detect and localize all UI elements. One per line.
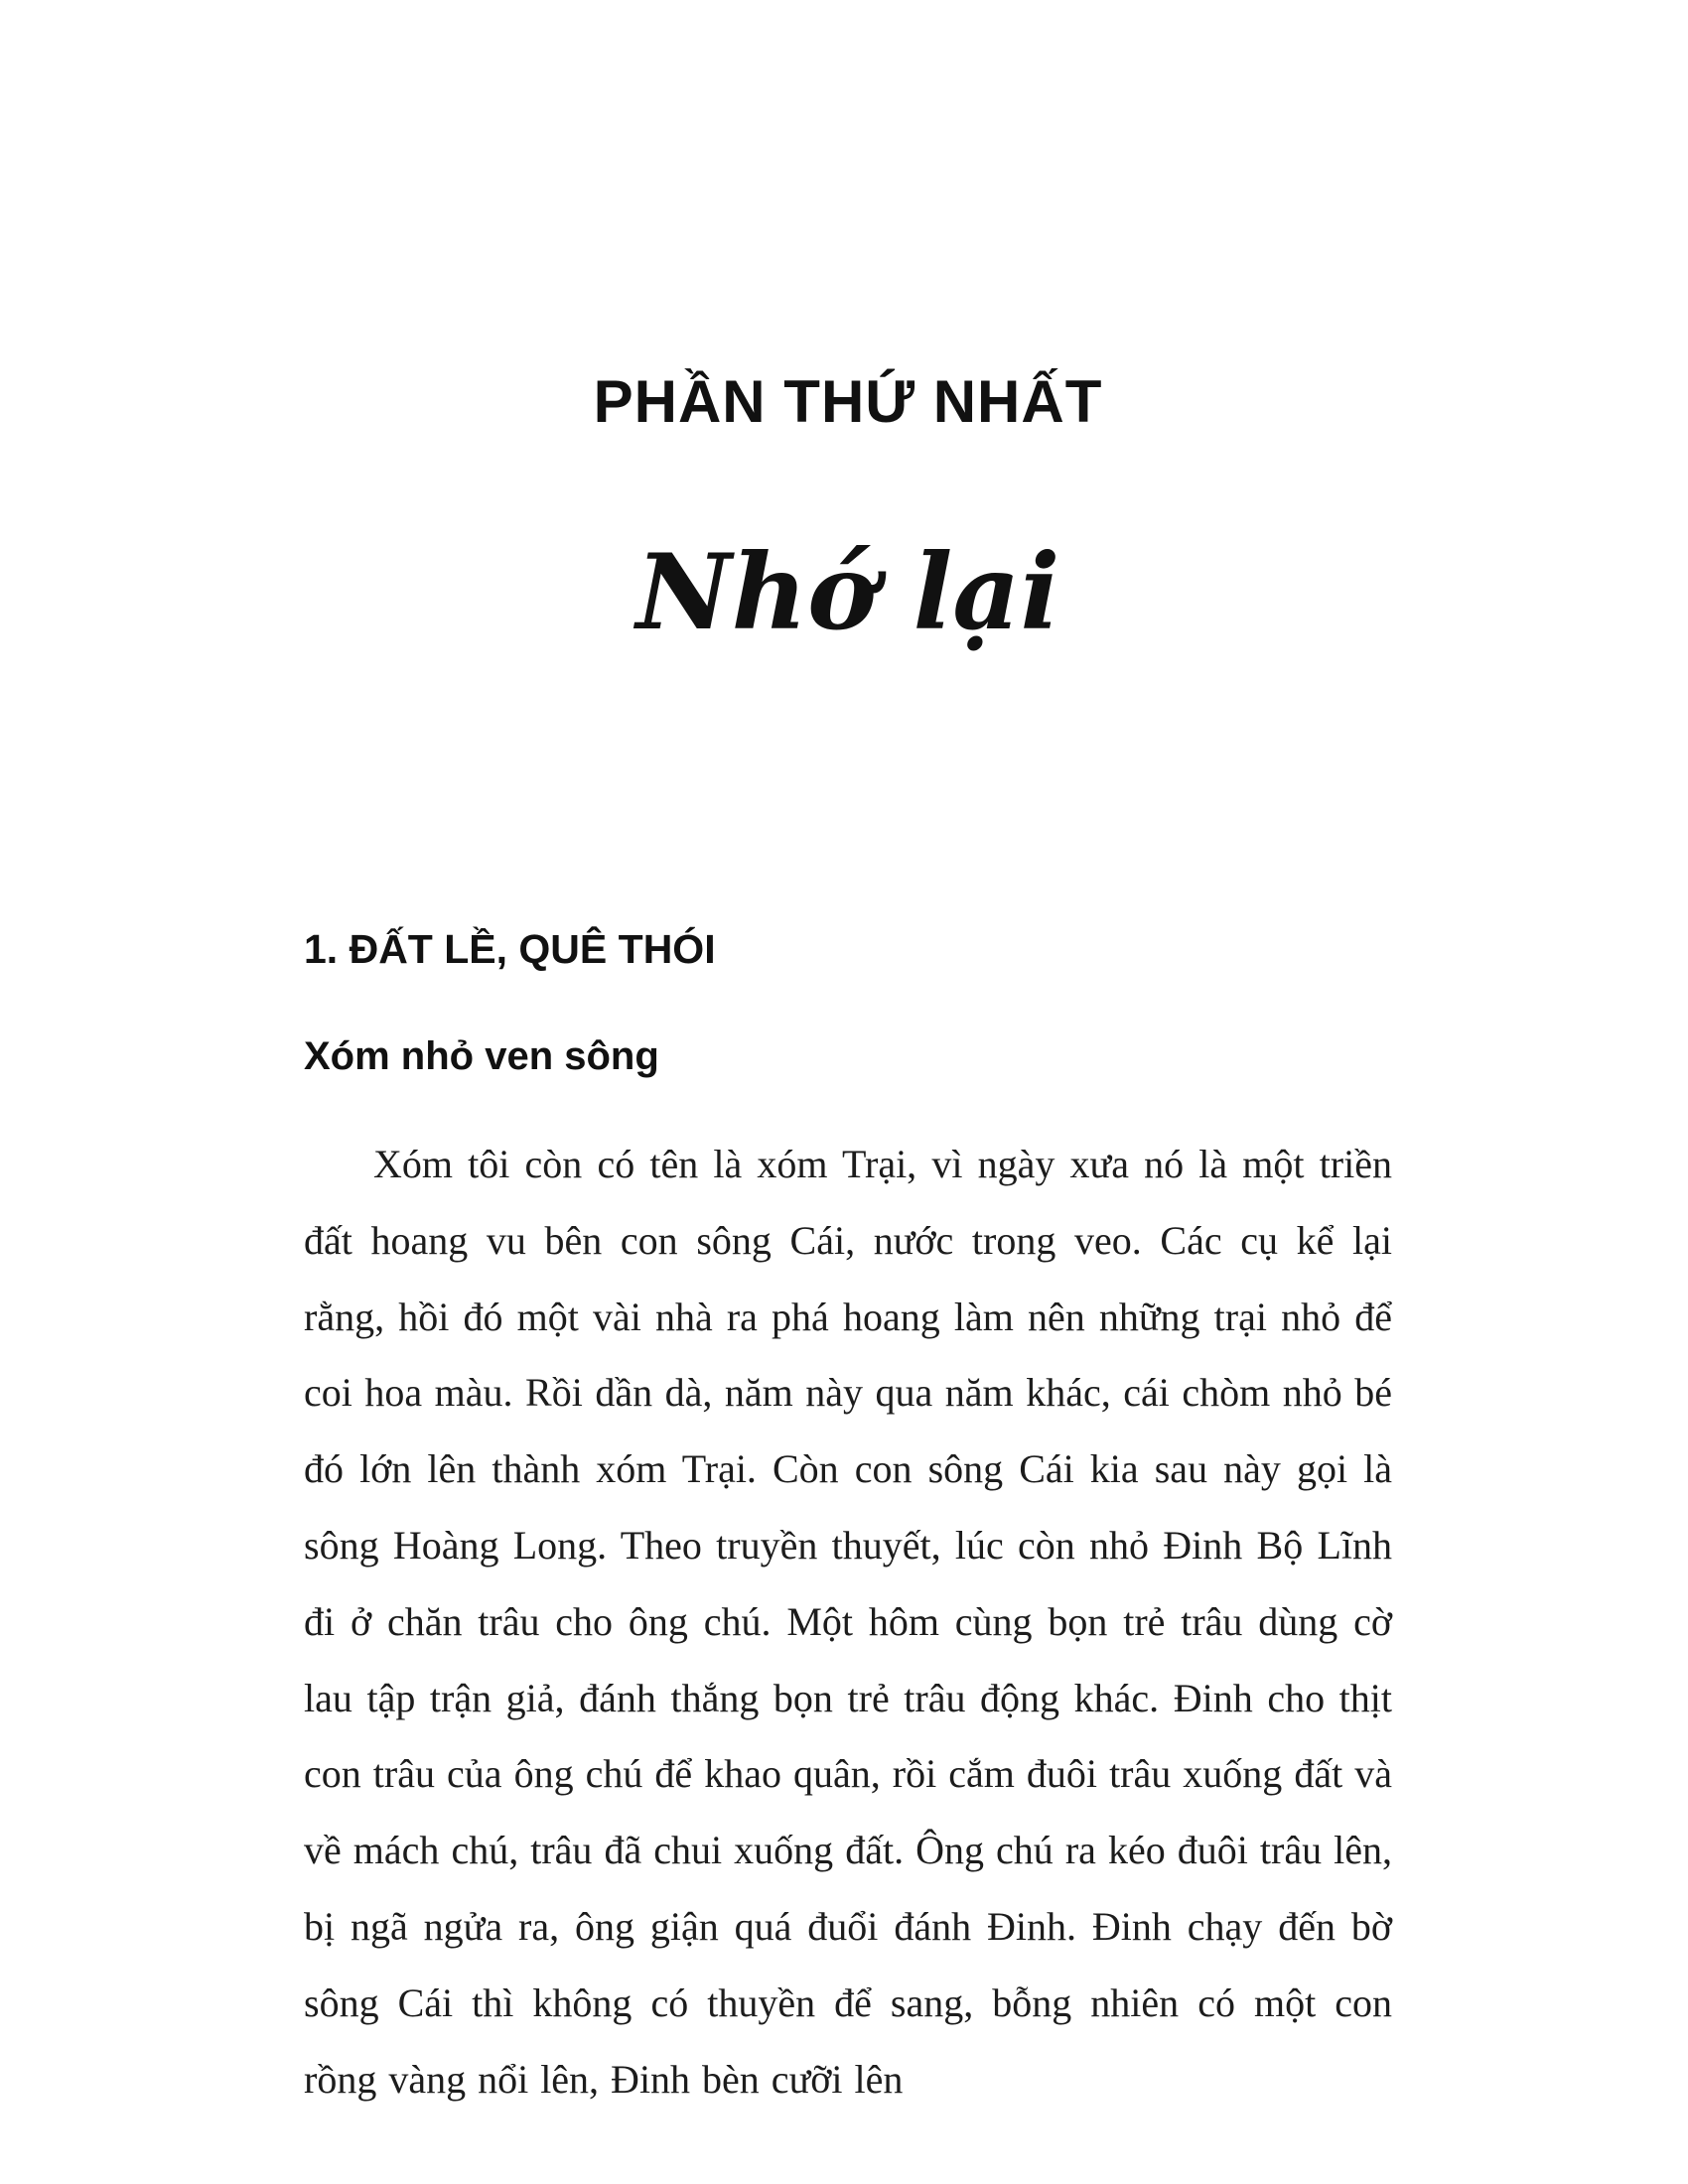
- page-content: [304, 0, 1392, 2117]
- chapter-title: Nhớ lại: [635, 530, 1060, 653]
- body-paragraph: Xóm tôi còn có tên là xóm Trại, vì ngày xưa nó là một triền đất hoang vu bên con sông Cái, nước trong veo. Các cụ kể lại rằng, hồi đó một vài nhà ra phá hoang làm nên những trại nhỏ để coi hoa màu. Rồi dần dà, năm này qua năm khác, cái chòm nhỏ bé đó lớn lên thành xóm Trại. Còn con sông Cái kia sau này gọi là sông Hoàng Long. Theo truyền thuyết, lúc còn nhỏ Đinh Bộ Lĩnh đi ở chăn trâu cho ông chú. Một hôm cùng bọn trẻ trâu dùng cờ lau tập trận giả, đánh thắng bọn trẻ trâu động khác. Đinh cho thịt con trâu của ông chú để khao quân, rồi cắm đuôi trâu xuống đất và về mách chú, trâu đã chui xuống đất. Ông chú ra kéo đuôi trâu lên, bị ngã ngửa ra, ông giận quá đuổi đánh Đinh. Đinh chạy đến bờ sông Cái thì không có thuyền để sang, bỗng nhiên có một con rồng vàng nổi lên, Đinh bèn cưỡi lên: [304, 1142, 1392, 2102]
- part-title: PHẦN THỨ NHẤT: [593, 368, 1103, 435]
- subsection-heading: Xóm nhỏ ven sông: [304, 1034, 659, 1078]
- section-heading: 1. ĐẤT LỀ, QUÊ THÓI: [304, 926, 716, 972]
